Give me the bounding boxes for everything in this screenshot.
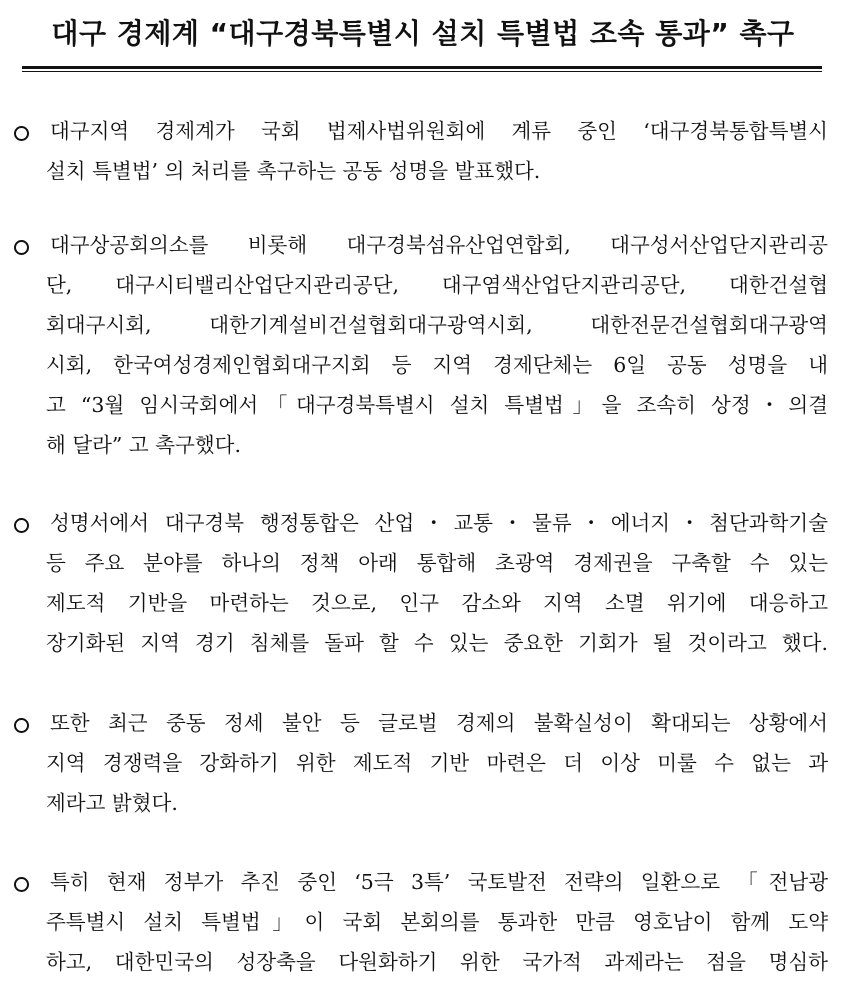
paragraph-line: 제라고 밝혔다. — [46, 791, 178, 815]
paragraph-line: 해 달라” 고 촉구했다. — [46, 433, 241, 457]
document-title: 대구 경제계 “대구경북특별시 설치 특별법 조속 통과” 촉구 — [51, 17, 795, 50]
paragraph-line: 특히 현재 정부가 추진 중인 ‘5극 3특’ 국토발전 전략의 일환으로 「전남광 — [50, 870, 828, 894]
title-rule-thin — [22, 71, 822, 72]
paragraph-line: 또한 최근 중동 정세 불안 등 글로벌 경제의 불확실성이 확대되는 상황에서 — [50, 711, 828, 735]
circle-bullet-icon — [14, 518, 29, 533]
circle-bullet-icon — [14, 240, 29, 255]
paragraph-line: 설치 특별법’ 의 처리를 촉구하는 공동 성명을 발표했다. — [46, 159, 541, 183]
paragraph-line: 주특별시 설치 특별법」이 국회 본회의를 통과한 만큼 영호남이 함께 도약 — [46, 910, 828, 934]
paragraph-line: 고 “3월 임시국회에서「대구경북특별시 설치 특별법」을 조속히 상정・의결 — [46, 393, 828, 417]
paragraph-line: 장기화된 지역 경기 침체를 돌파 할 수 있는 중요한 기회가 될 것이라고 했다. — [46, 631, 828, 655]
paragraph-line: 시회, 한국여성경제인협회대구지회 등 지역 경제단체는 6일 공동 성명을 내 — [46, 353, 828, 377]
paragraph-line: 하고, 대한민국의 성장축을 다원화하기 위한 국가적 과제라는 점을 명심하 — [46, 950, 828, 974]
paragraph-line: 회대구시회, 대한기계설비건설협회대구광역시회, 대한전문건설협회대구광역 — [46, 313, 828, 337]
circle-bullet-icon — [14, 877, 29, 892]
paragraph-line: 등 주요 분야를 하나의 정책 아래 통합해 초광역 경제권을 구축할 수 있는 — [46, 551, 828, 575]
paragraph-line: 단, 대구시티밸리산업단지관리공단, 대구염색산업단지관리공단, 대한건설협 — [46, 273, 828, 297]
circle-bullet-icon — [14, 126, 29, 141]
paragraph-line: 성명서에서 대구경북 행정통합은 산업・교통・물류・에너지・첨단과학기술 — [50, 511, 828, 535]
paragraph-line: 대구지역 경제계가 국회 법제사법위원회에 계류 중인 ‘대구경북통합특별시 — [50, 119, 828, 143]
title-rule-thick — [22, 66, 822, 69]
paragraph-line: 제도적 기반을 마련하는 것으로, 인구 감소와 지역 소멸 위기에 대응하고 — [46, 591, 828, 615]
paragraph-line: 대구상공회의소를 비롯해 대구경북섬유산업연합회, 대구성서산업단지관리공 — [50, 233, 828, 257]
paragraph-line: 지역 경쟁력을 강화하기 위한 제도적 기반 마련은 더 이상 미룰 수 없는 과 — [46, 751, 828, 775]
circle-bullet-icon — [14, 718, 29, 733]
